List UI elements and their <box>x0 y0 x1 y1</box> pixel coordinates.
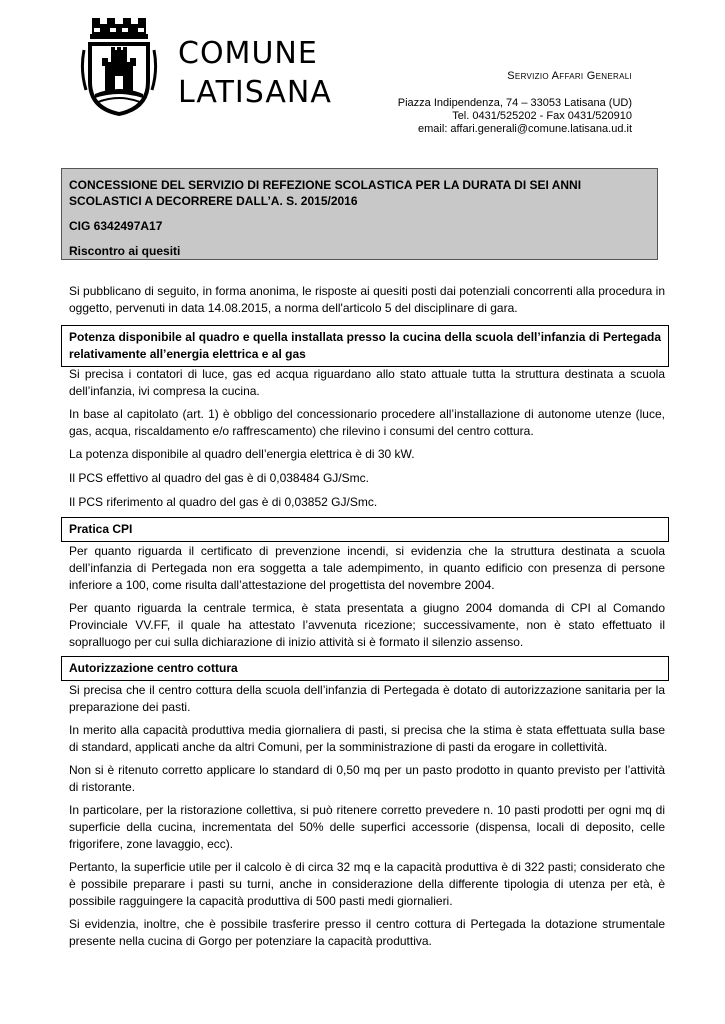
email-line: email: affari.generali@comune.latisana.ud.it <box>418 123 632 135</box>
subject-box <box>61 168 658 260</box>
office-address <box>0 97 632 136</box>
paragraph: Il PCS riferimento al quadro del gas è di 0,03852 GJ/Smc. <box>69 495 378 509</box>
cig-code: CIG 6342497A17 <box>69 219 163 233</box>
paragraph: In particolare, per la ristorazione collettiva, si può ritenere corretto prevedere n. 10 pasti prodotti per ogni mq di superficie della cucina, incrementata del 50% delle superfici accessorie (dispensa, locali di deposito, celle frigorifere, zone lavaggio, ecc). <box>69 803 665 851</box>
section-heading-autorizzazione: Autorizzazione centro cottura <box>61 656 669 681</box>
subject-title: CONCESSIONE DEL SERVIZIO DI REFEZIONE SCOLASTICA PER LA DURATA DI SEI ANNI SCOLASTICI A DECORRERE DALL’A. S. 2015/2016 <box>69 178 582 208</box>
paragraph: Si evidenzia, inoltre, che è possibile trasferire presso il centro cottura di Pertegada la dotazione strumentale presente nella cucina di Gorgo per potenziare la capacità produttiva. <box>69 917 665 948</box>
comune-name-line2: LATISANA <box>178 75 332 110</box>
paragraph: Per quanto riguarda il certificato di prevenzione incendi, si evidenzia che la struttura destinata a scuola dell’infanzia di Pertegada non era soggetta a tale adempimento, in quanto edificio con presenza di persone inferiore a 100, come risulta dall’attestazione del progettista del novembre 2004. <box>69 544 665 592</box>
paragraph: La potenza disponibile al quadro dell’energia elettrica è di 30 kW. <box>69 447 415 461</box>
paragraph: In base al capitolato (art. 1) è obbligo del concessionario procedere all’installazione di autonome utenze (luce, gas, acqua, riscaldamento e/o raffrescamento) che rilevino i consumi del centro cottura. <box>69 407 665 438</box>
comune-name-line1: COMUNE <box>178 36 318 71</box>
address-line: Piazza Indipendenza, 74 – 33053 Latisana (UD) <box>397 97 632 109</box>
phone-fax-line: Tel. 0431/525202 - Fax 0431/520910 <box>452 110 632 122</box>
paragraph: In merito alla capacità produttiva media giornaliera di pasti, si precisa che la stima è stata effettuata sulla base di standard, applicati anche da altri Comuni, per la somministrazione di pasti da erogare in collettività. <box>69 723 665 754</box>
paragraph: Si precisa i contatori di luce, gas ed acqua riguardano allo stato attuale tutta la struttura destinata a scuola dell’infanzia, ivi compresa la cucina. <box>69 367 665 398</box>
section-heading-cpi: Pratica CPI <box>61 517 669 542</box>
intro-paragraph: Si pubblicano di seguito, in forma anonima, le risposte ai quesiti posti dai potenziali concorrenti alla procedura in oggetto, pervenuti in data 14.08.2015, a norma dell'articolo 5 del disciplinare di gara. <box>69 284 665 315</box>
paragraph: Pertanto, la superficie utile per il calcolo è di circa 32 mq e la capacità produttiva è di 322 pasti; considerato che è possibile preparare i pasti su turni, anche in considerazione della differente tipologia di utenza per età, è possibile ragguingere la capacità produttiva di 500 pasti medi giornalieri. <box>69 860 665 908</box>
section-heading-potenza: Potenza disponibile al quadro e quella installata presso la cucina della scuola dell’infanzia di Pertegada relativamente all’energia elettrica e al gas <box>61 325 669 367</box>
paragraph: Il PCS effettivo al quadro del gas è di 0,038484 GJ/Smc. <box>69 471 369 485</box>
paragraph: Non si è ritenuto corretto applicare lo standard di 0,50 mq per un pasto prodotto in quanto previsto per l’attività di ristorante. <box>69 763 665 794</box>
subject-riscontro: Riscontro ai quesiti <box>69 244 181 258</box>
service-title: Servizio Affari Generali <box>507 70 632 82</box>
paragraph: Per quanto riguarda la centrale termica, è stata presentata a giugno 2004 domanda di CPI al Comando Provinciale VV.FF, il quale ha attestato l’avvenuta ricezione; successivamente, non è stato effettuato il sopralluogo per cui sulla dichiarazione di inizio attività si è formato il silenzio assenso. <box>69 601 665 649</box>
paragraph: Si precisa che il centro cottura della scuola dell’infanzia di Pertegada è dotato di autorizzazione sanitaria per la preparazione dei pasti. <box>69 683 665 714</box>
